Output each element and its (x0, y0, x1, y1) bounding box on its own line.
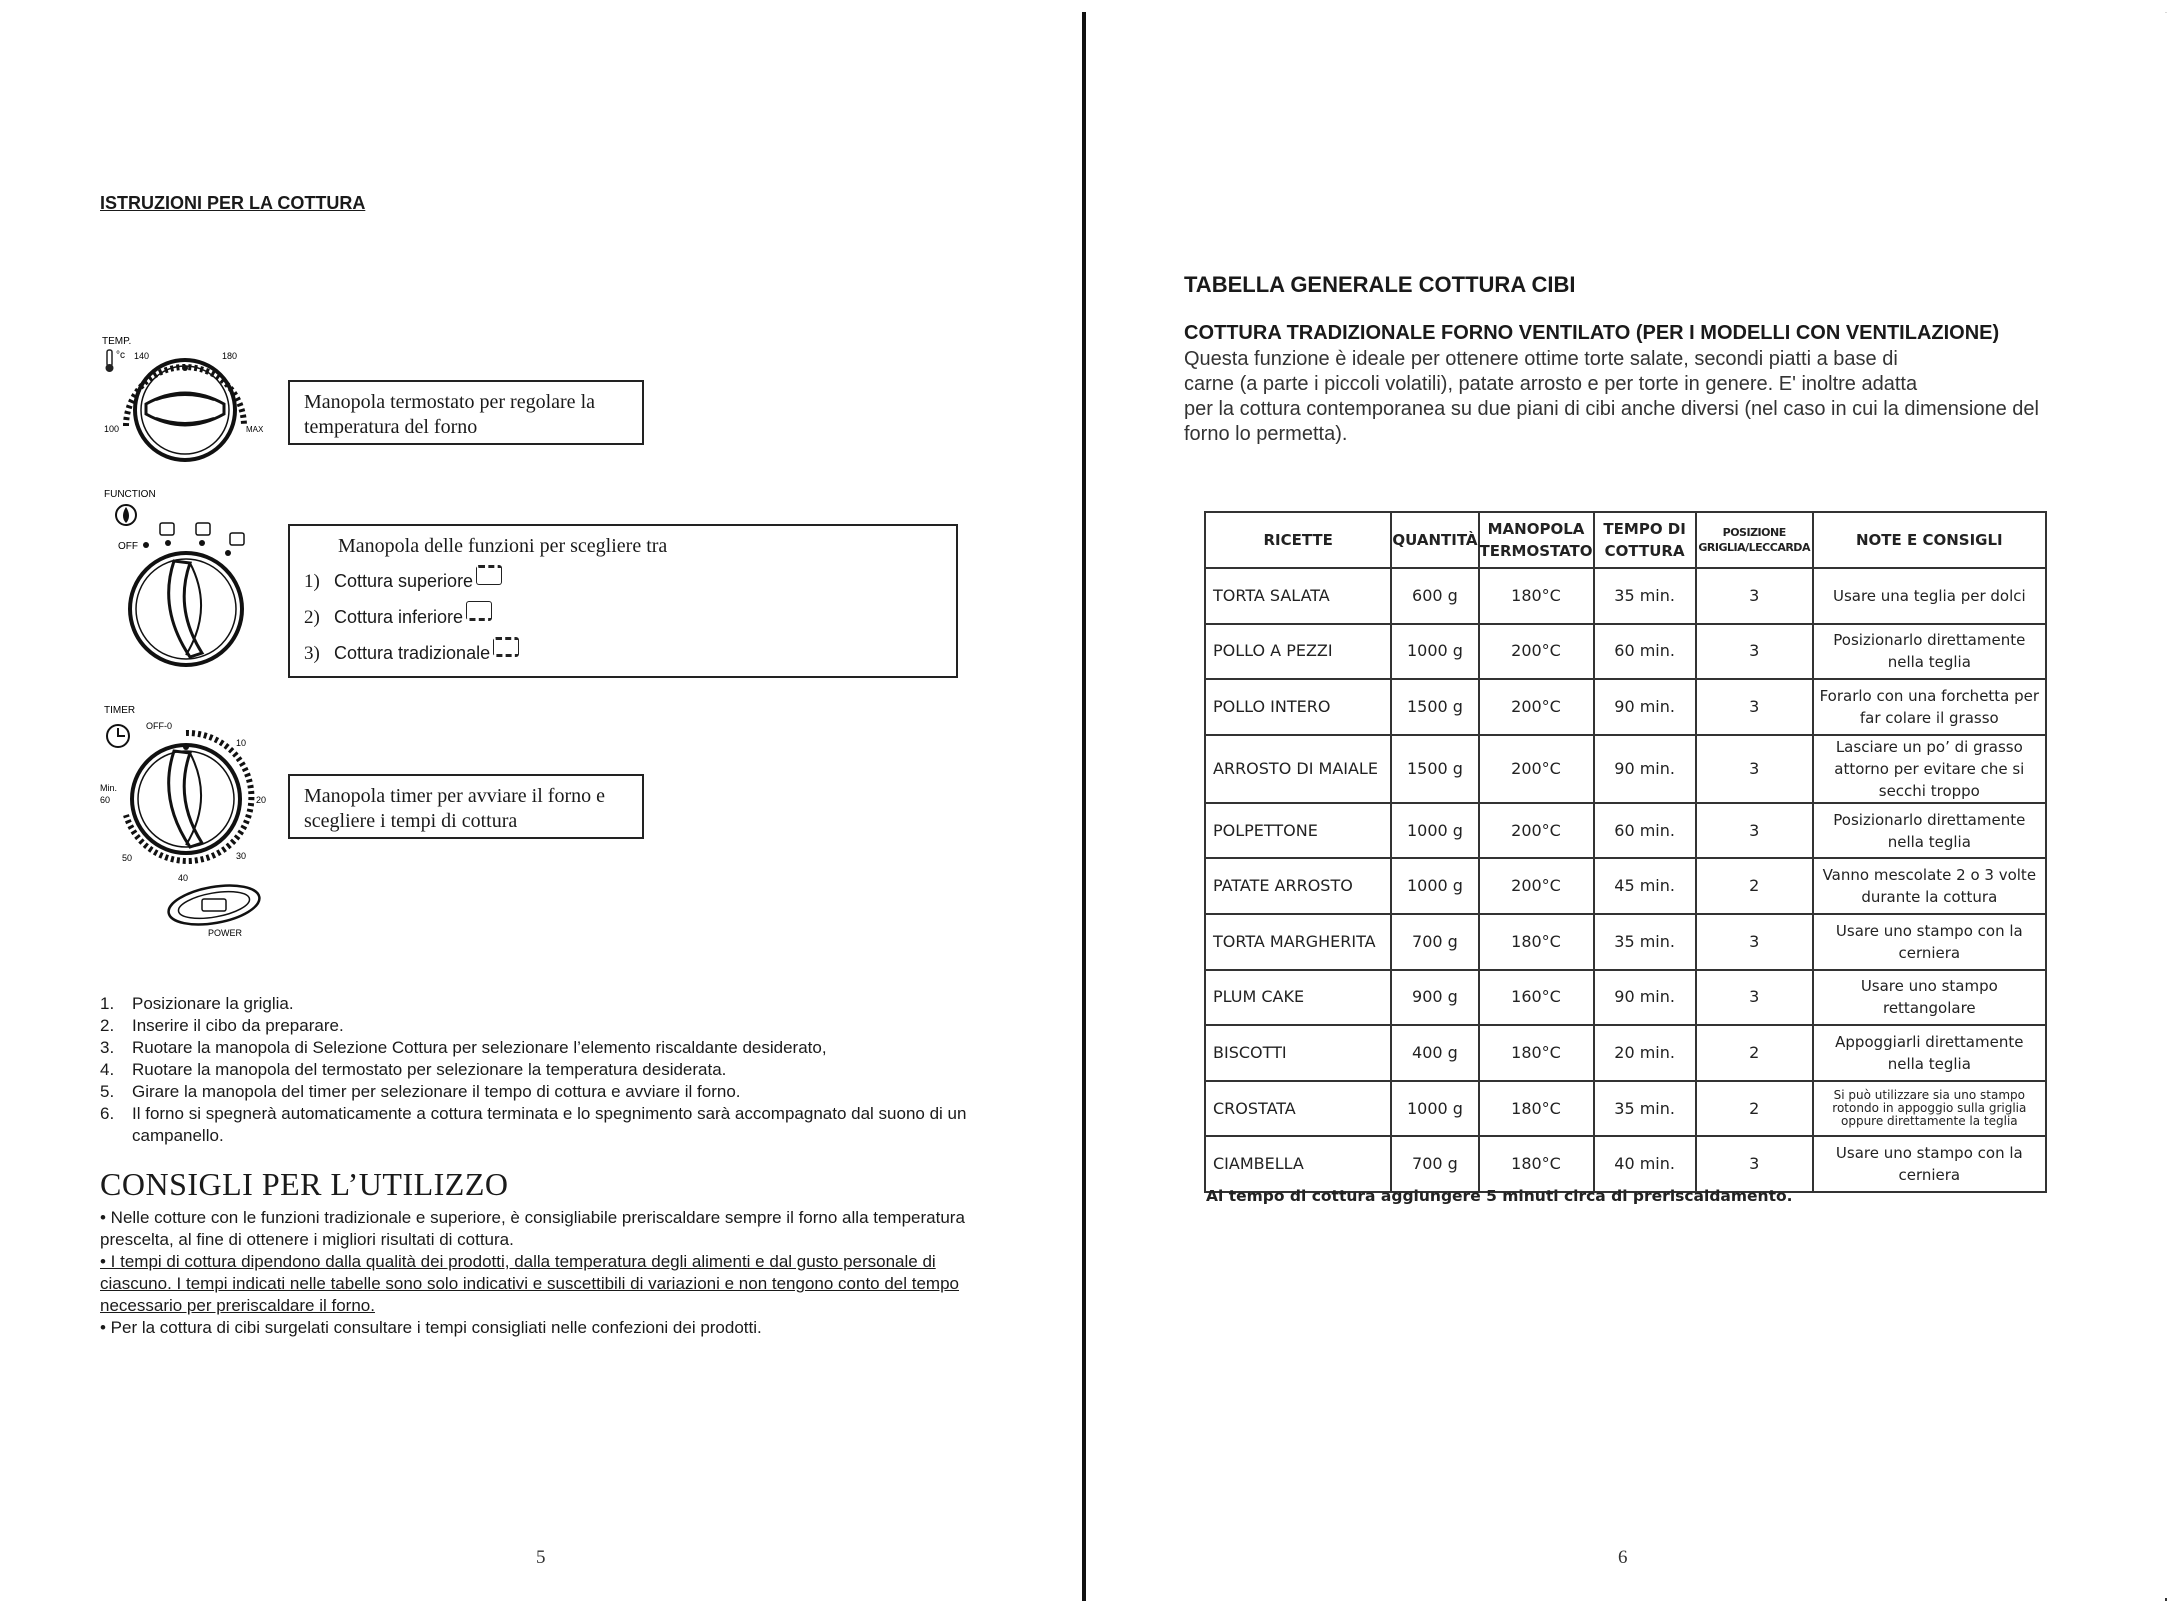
timer-tick-40: 40 (178, 873, 189, 883)
step-number: 4. (100, 1060, 115, 1079)
cell-ricetta: PLUM CAKE (1205, 970, 1391, 1026)
cell-tempo: 90 min. (1594, 970, 1696, 1026)
timer-tick-off: OFF-0 (146, 721, 172, 731)
cell-posizione: 2 (1696, 1081, 1813, 1137)
cell-tempo: 90 min. (1594, 679, 1696, 735)
function-callout-title: Manopola delle funzioni per scegliere tra (338, 535, 668, 557)
cell-temperatura: 180°C (1479, 914, 1594, 970)
header-manopola: MANOPOLA TERMOSTATO (1479, 512, 1594, 568)
cell-note: Lasciare un po’ di grasso attorno per evitare che si secchi troppo (1813, 735, 2046, 803)
cell-note: Posizionarlo direttamente nella teglia (1813, 803, 2046, 859)
cell-tempo: 90 min. (1594, 735, 1696, 803)
function-item-2 (304, 599, 942, 635)
table-row (1205, 735, 2046, 803)
cell-ricetta: TORTA MARGHERITA (1205, 914, 1391, 970)
consigli-paragraph: • Per la cottura di cibi surgelati consultare i tempi consigliati nelle confezioni dei prodotti. (100, 1318, 762, 1337)
cell-temperatura: 180°C (1479, 568, 1594, 624)
cell-temperatura: 200°C (1479, 735, 1594, 803)
cell-posizione: 3 (1696, 970, 1813, 1026)
step-text: Il forno si spegnerà automaticamente a cottura terminata e lo spegnimento sarà accompagnato dal suono di un campanello. (132, 1104, 967, 1145)
knob-tick-max: MAX (246, 425, 264, 434)
step-number: 3. (100, 1038, 115, 1057)
cell-temperatura: 180°C (1479, 1081, 1594, 1137)
cell-tempo: 45 min. (1594, 858, 1696, 914)
function-item-label: Cottura inferiore (334, 606, 464, 627)
list-item (100, 1015, 1000, 1037)
intro-paragraph (1184, 347, 2064, 447)
function-knob-icon (98, 487, 288, 677)
cell-ricetta: POLLO A PEZZI (1205, 624, 1391, 680)
step-text: Ruotare la manopola del termostato per selezionare la temperatura desiderata. (132, 1060, 727, 1079)
knob-unit-label: °c (116, 350, 125, 361)
cell-tempo: 35 min. (1594, 914, 1696, 970)
cell-quantita: 1500 g (1391, 735, 1478, 803)
cell-tempo: 60 min. (1594, 624, 1696, 680)
cell-note: Posizionarlo direttamente nella teglia (1813, 624, 2046, 680)
table-page-title: TABELLA GENERALE COTTURA CIBI (1184, 272, 1576, 297)
traditional-heat-icon (493, 637, 519, 657)
page-number: 6 (1618, 1547, 1628, 1568)
step-number: 2. (100, 1016, 115, 1035)
cell-ricetta: CIAMBELLA (1205, 1136, 1391, 1192)
page-number: 5 (536, 1547, 546, 1568)
cell-posizione: 3 (1696, 1136, 1813, 1192)
table-row (1205, 568, 2046, 624)
function-item-num: 1) (304, 570, 320, 592)
timer-callout: Manopola timer per avviare il forno e scegliere i tempi di cottura (288, 774, 644, 839)
cell-posizione: 3 (1696, 624, 1813, 680)
timer-label: TIMER (104, 705, 136, 716)
timer-tick-10: 10 (236, 738, 247, 748)
timer-tick-20: 20 (256, 795, 267, 805)
cell-quantita: 700 g (1391, 914, 1478, 970)
cell-tempo: 20 min. (1594, 1025, 1696, 1081)
function-item-1 (304, 563, 942, 599)
cell-temperatura: 180°C (1479, 1025, 1594, 1081)
cell-note: Usare uno stampo con la cerniera (1813, 1136, 2046, 1192)
step-text: Posizionare la griglia. (132, 994, 294, 1013)
cell-quantita: 700 g (1391, 1136, 1478, 1192)
cell-note: Usare uno stampo con la cerniera (1813, 914, 2046, 970)
step-text: Inserire il cibo da preparare. (132, 1016, 344, 1035)
cell-ricetta: PATATE ARROSTO (1205, 858, 1391, 914)
cell-quantita: 1000 g (1391, 1081, 1478, 1137)
timer-tick-30: 30 (236, 851, 247, 861)
list-item (100, 993, 1000, 1015)
power-label: POWER (208, 928, 243, 938)
bottom-heat-icon (466, 601, 492, 621)
table-row (1205, 679, 2046, 735)
cell-ricetta: TORTA SALATA (1205, 568, 1391, 624)
cooking-table (1204, 511, 2047, 1193)
cell-temperatura: 180°C (1479, 1136, 1594, 1192)
table-row (1205, 624, 2046, 680)
page-left (0, 0, 1082, 1601)
timer-knob-icon (96, 703, 286, 943)
cell-ricetta: POLPETTONE (1205, 803, 1391, 859)
cell-temperatura: 200°C (1479, 803, 1594, 859)
step-number: 6. (100, 1104, 115, 1123)
cell-quantita: 600 g (1391, 568, 1478, 624)
intro-line: Questa funzione è ideale per ottenere ottime torte salate, secondi piatti a base di (1184, 348, 1898, 370)
function-off-label: OFF (118, 541, 138, 552)
cell-tempo: 35 min. (1594, 568, 1696, 624)
cell-posizione: 2 (1696, 1025, 1813, 1081)
section-heading: ISTRUZIONI PER LA COTTURA (100, 193, 366, 213)
intro-line: carne (a parte i piccoli volatili), patate arrosto e per torte in genere. E' inoltre adatta (1184, 373, 1918, 395)
header-note: NOTE E CONSIGLI (1813, 512, 2046, 568)
cell-note: Appoggiarli direttamente nella teglia (1813, 1025, 2046, 1081)
cell-quantita: 1000 g (1391, 803, 1478, 859)
cell-quantita: 1000 g (1391, 858, 1478, 914)
intro-line: per la cottura contemporanea su due piani di cibi anche diversi (nel caso in cui la dimensione del (1184, 398, 2039, 420)
header-posizione: POSIZIONE GRIGLIA/LECCARDA (1696, 512, 1813, 568)
step-text: Ruotare la manopola di Selezione Cottura per selezionare l’elemento riscaldante desiderato, (132, 1038, 827, 1057)
thermostat-callout: Manopola termostato per regolare la temperatura del forno (288, 380, 644, 445)
cell-temperatura: 160°C (1479, 970, 1594, 1026)
timer-tick-50: 50 (122, 853, 133, 863)
header-tempo: TEMPO DI COTTURA (1594, 512, 1696, 568)
cooking-steps-list (100, 993, 1000, 1147)
cell-temperatura: 200°C (1479, 624, 1594, 680)
header-ricette: RICETTE (1205, 512, 1391, 568)
knob-tick-100: 100 (104, 424, 120, 434)
table-row (1205, 858, 2046, 914)
knob-tick-180: 180 (222, 351, 238, 361)
cell-note: Usare uno stampo rettangolare (1813, 970, 2046, 1026)
table-row (1205, 1081, 2046, 1137)
cell-note: Forarlo con una forchetta per far colare il grasso (1813, 679, 2046, 735)
cell-quantita: 400 g (1391, 1025, 1478, 1081)
table-row (1205, 914, 2046, 970)
cell-posizione: 3 (1696, 914, 1813, 970)
table-page-subtitle: COTTURA TRADIZIONALE FORNO VENTILATO (PER I MODELLI CON VENTILAZIONE) (1184, 322, 2000, 344)
cell-tempo: 40 min. (1594, 1136, 1696, 1192)
timer-tick-60: 60 (100, 795, 111, 805)
knob-tick-140: 140 (134, 351, 150, 361)
cell-note: Usare una teglia per dolci (1813, 568, 2046, 624)
function-item-3 (304, 635, 942, 671)
cell-posizione: 2 (1696, 858, 1813, 914)
consigli-body (100, 1207, 980, 1339)
cell-note: Vanno mescolate 2 o 3 volte durante la cottura (1813, 858, 2046, 914)
cell-posizione: 3 (1696, 679, 1813, 735)
table-footnote: Al tempo di cottura aggiungere 5 minuti circa di preriscaldamento. (1206, 1187, 1793, 1205)
function-item-num: 3) (304, 642, 320, 664)
cell-tempo: 35 min. (1594, 1081, 1696, 1137)
list-item (100, 1081, 1000, 1103)
header-quantita: QUANTITÀ (1391, 512, 1478, 568)
function-item-num: 2) (304, 606, 320, 628)
step-text: Girare la manopola del timer per selezionare il tempo di cottura e avviare il forno. (132, 1082, 741, 1101)
table-header-row (1205, 512, 2046, 568)
table-row (1205, 1136, 2046, 1192)
function-item-label: Cottura superiore (334, 570, 474, 591)
intro-line: forno lo permetta). (1184, 423, 1348, 445)
cell-note: Si può utilizzare sia uno stampo rotondo in appoggio sulla griglia oppure direttamente la teglia (1813, 1081, 2046, 1137)
consigli-paragraph: • I tempi di cottura dipendono dalla qualità dei prodotti, dalla temperatura degli alimenti e dal gusto personale di ciascuno. I tempi indicati nelle tabelle sono solo indicativi e suscettibili di variazioni e non tengono conto del tempo necessario per preriscaldare il forno. (100, 1252, 960, 1315)
cell-quantita: 900 g (1391, 970, 1478, 1026)
cell-quantita: 1000 g (1391, 624, 1478, 680)
table-row (1205, 803, 2046, 859)
function-item-label: Cottura tradizionale (334, 642, 491, 663)
table-row (1205, 1025, 2046, 1081)
function-callout (288, 524, 958, 678)
cell-temperatura: 200°C (1479, 679, 1594, 735)
table-row (1205, 970, 2046, 1026)
cell-posizione: 3 (1696, 568, 1813, 624)
cell-quantita: 1500 g (1391, 679, 1478, 735)
cell-posizione: 3 (1696, 735, 1813, 803)
timer-min-label: Min. (100, 783, 118, 793)
cell-tempo: 60 min. (1594, 803, 1696, 859)
cell-posizione: 3 (1696, 803, 1813, 859)
cell-ricetta: CROSTATA (1205, 1081, 1391, 1137)
consigli-paragraph: • Nelle cotture con le funzioni tradizionale e superiore, è consigliabile preriscaldare sempre il forno alla temperatura prescelta, al fine di ottenere i migliori risultati di cottura. (100, 1208, 965, 1249)
list-item (100, 1103, 1000, 1147)
cell-temperatura: 200°C (1479, 858, 1594, 914)
function-label: FUNCTION (104, 489, 156, 500)
step-number: 1. (100, 994, 115, 1013)
consigli-heading: CONSIGLI PER L’UTILIZZO (100, 1166, 509, 1202)
knob-temp-label: TEMP. (102, 336, 132, 347)
list-item (100, 1059, 1000, 1081)
cell-ricetta: ARROSTO DI MAIALE (1205, 735, 1391, 803)
top-heat-icon (476, 565, 502, 585)
step-number: 5. (100, 1082, 115, 1101)
cell-ricetta: BISCOTTI (1205, 1025, 1391, 1081)
cell-ricetta: POLLO INTERO (1205, 679, 1391, 735)
thermostat-knob-icon (98, 330, 288, 470)
list-item (100, 1037, 1000, 1059)
